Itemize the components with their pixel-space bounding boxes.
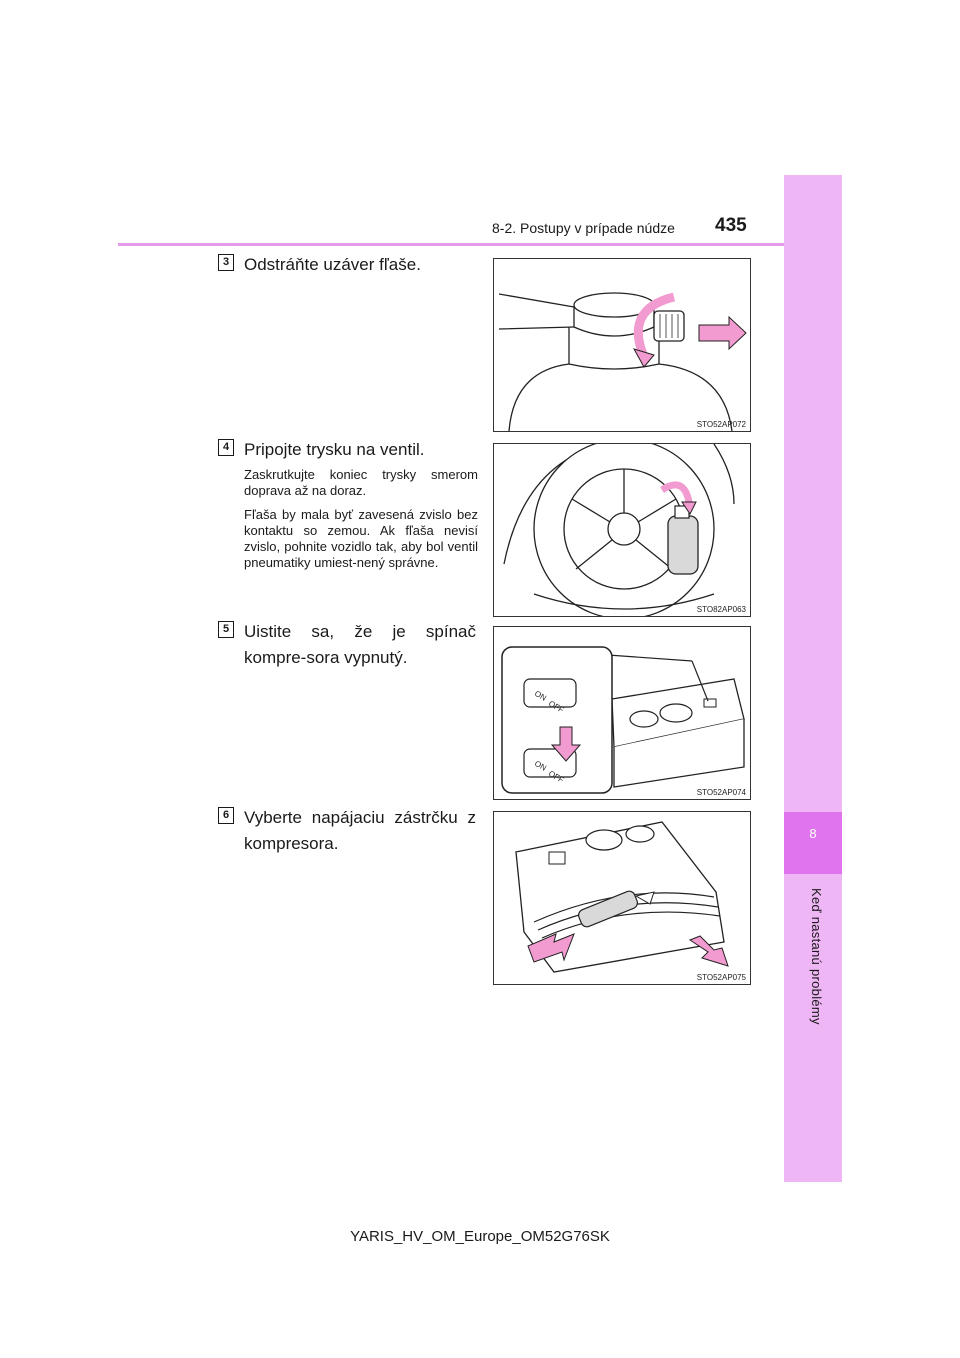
- step-note: Fľaša by mala byť zavesená zvislo bez kontaktu so zemou. Ak fľaša nevisí zvislo, pohnite vozidlo tak, aby bol ventil pneumatiky umiest-nený správne.: [244, 507, 478, 570]
- step-number: 6: [218, 807, 234, 824]
- figure-code: STO52AP075: [696, 973, 746, 982]
- wheel-valve-illustration: [494, 444, 750, 616]
- document-id: YARIS_HV_OM_Europe_OM52G76SK: [350, 1228, 610, 1245]
- figure-compressor-switch: [493, 626, 751, 800]
- switch-on-label: ON: [533, 688, 548, 703]
- figure-remove-cap: [493, 258, 751, 432]
- bottle-cap-illustration: [494, 259, 750, 431]
- compressor-plug-illustration: [494, 812, 750, 984]
- section-title: 8-2. Postupy v prípade núdze: [492, 220, 675, 236]
- figure-remove-plug: [493, 811, 751, 985]
- step-number: 5: [218, 621, 234, 638]
- page-number: 435: [715, 215, 747, 236]
- figure-code: STO52AP072: [696, 420, 746, 429]
- step-title: Uistite sa, že je spínač kompre-sora vypnutý.: [244, 622, 476, 667]
- svg-text:OFF: OFF: [547, 768, 566, 785]
- chapter-title: Keď nastanú problémy: [809, 888, 824, 1025]
- figure-code: STO82AP063: [696, 605, 746, 614]
- step-title: Odstráňte uzáver fľaše.: [244, 255, 421, 274]
- step-number: 4: [218, 439, 234, 456]
- switch-off-label: OFF: [547, 698, 566, 715]
- header-rule: [118, 243, 784, 246]
- chapter-tab-active[interactable]: [784, 812, 842, 874]
- step-number: 3: [218, 254, 234, 271]
- figure-connect-nozzle: [493, 443, 751, 617]
- figure-code: STO52AP074: [696, 788, 746, 797]
- step-note: Zaskrutkujte koniec trysky smerom doprava až na doraz.: [244, 467, 478, 498]
- svg-text:ON: ON: [533, 758, 548, 773]
- step-title: Pripojte trysku na ventil.: [244, 440, 425, 459]
- chapter-number: 8: [809, 826, 817, 841]
- compressor-switch-illustration: [494, 627, 750, 799]
- step-title: Vyberte napájaciu zástrčku z kompresora.: [244, 808, 476, 853]
